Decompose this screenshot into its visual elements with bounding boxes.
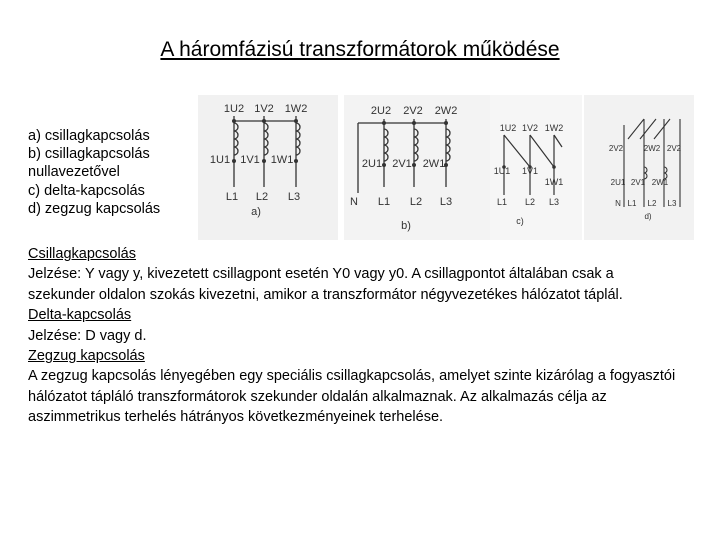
terminal-label: 1U1 (209, 154, 231, 166)
terminal-label: 2V2 (608, 144, 624, 153)
terminal-label: 2U1 (610, 178, 626, 187)
diagram-caption: a) (251, 206, 261, 218)
phase-label: N (615, 199, 621, 208)
zigzag-connection-text: A zegzug kapcsolás lényegében egy speciális csillagkapcsolás, amelyet szinte kizárólag a fogyasztói hálózatot tápláló transzformátorok szekunder oldalán alkalmaznak. Az alkalmazás célja az aszimmetrikus terhelés hátrányos következményeinek terhelése. (28, 368, 676, 426)
delta-connection-diagram (490, 95, 582, 240)
list-item: nullavezetővel (28, 164, 120, 181)
connection-type-list (28, 127, 203, 218)
zigzag-connection-diagram (584, 95, 694, 240)
phase-label: L2 (524, 197, 536, 207)
terminal-label: 1U1 (493, 166, 511, 176)
star-neutral-diagram (344, 95, 490, 240)
star-connection-heading: Csillagkapcsolás (28, 246, 136, 262)
phase-label: L2 (647, 199, 657, 208)
terminal-label: 1W2 (284, 103, 308, 115)
phase-label: L2 (409, 196, 423, 208)
terminal-label: 1V2 (521, 123, 539, 133)
diagram-caption: d) (644, 212, 652, 221)
terminal-label: 2V2 (666, 144, 682, 153)
terminal-label: 2U2 (370, 105, 392, 117)
terminal-label: 2W2 (434, 105, 458, 117)
phase-label: L3 (548, 197, 560, 207)
terminal-label: 1U2 (499, 123, 517, 133)
phase-label: L1 (225, 191, 239, 203)
terminal-label: 2W2 (643, 144, 661, 153)
page-title: A háromfázisú transzformátorok működése (160, 38, 560, 61)
zigzag-connection-heading: Zegzug kapcsolás (28, 348, 145, 365)
terminal-label: 2U1 (361, 158, 383, 170)
delta-connection-heading: Delta-kapcsolás (28, 307, 132, 324)
list-item: b) csillagkapcsolás (28, 146, 150, 163)
phase-label: N (350, 196, 358, 208)
terminal-label: 1U2 (223, 103, 245, 115)
star-connection-text: Jelzése: Y vagy y, kivezetett csillagpont esetén Y0 vagy y0. A csillagpontot általában csak a szekunder oldalon szokás kivezetni, amikor a transzformátor négyvezetékes hálózatot táplál. (28, 266, 623, 303)
terminal-label: 2V1 (392, 158, 412, 170)
terminal-label: 2V1 (630, 178, 646, 187)
phase-label: L3 (439, 196, 453, 208)
terminal-label: 1W1 (270, 154, 294, 166)
list-item: c) delta-kapcsolás (28, 182, 145, 199)
delta-connection-text: Jelzése: D vagy d. (28, 327, 147, 344)
phase-label: L2 (255, 191, 269, 203)
star-connection-diagram (198, 95, 338, 240)
terminal-label: 2V2 (403, 105, 423, 117)
phase-label: L1 (377, 196, 391, 208)
terminal-label: 1V2 (254, 103, 274, 115)
phase-label: L3 (667, 199, 677, 208)
terminal-label: 2W1 (422, 158, 446, 170)
diagram-caption: c) (516, 216, 524, 226)
phase-label: L1 (496, 197, 508, 207)
terminal-label: 1V1 (240, 154, 260, 166)
phase-label: L1 (627, 199, 637, 208)
terminal-label: 1W2 (544, 123, 564, 133)
terminal-label: 1W1 (544, 177, 564, 187)
content-body (28, 244, 678, 428)
list-item: a) csillagkapcsolás (28, 128, 150, 144)
phase-label: L3 (287, 191, 301, 203)
terminal-label: 1V1 (521, 166, 539, 176)
terminal-label: 2W1 (651, 178, 669, 187)
diagram-caption: b) (401, 220, 411, 232)
list-item: d) zegzug kapcsolás (28, 200, 161, 217)
